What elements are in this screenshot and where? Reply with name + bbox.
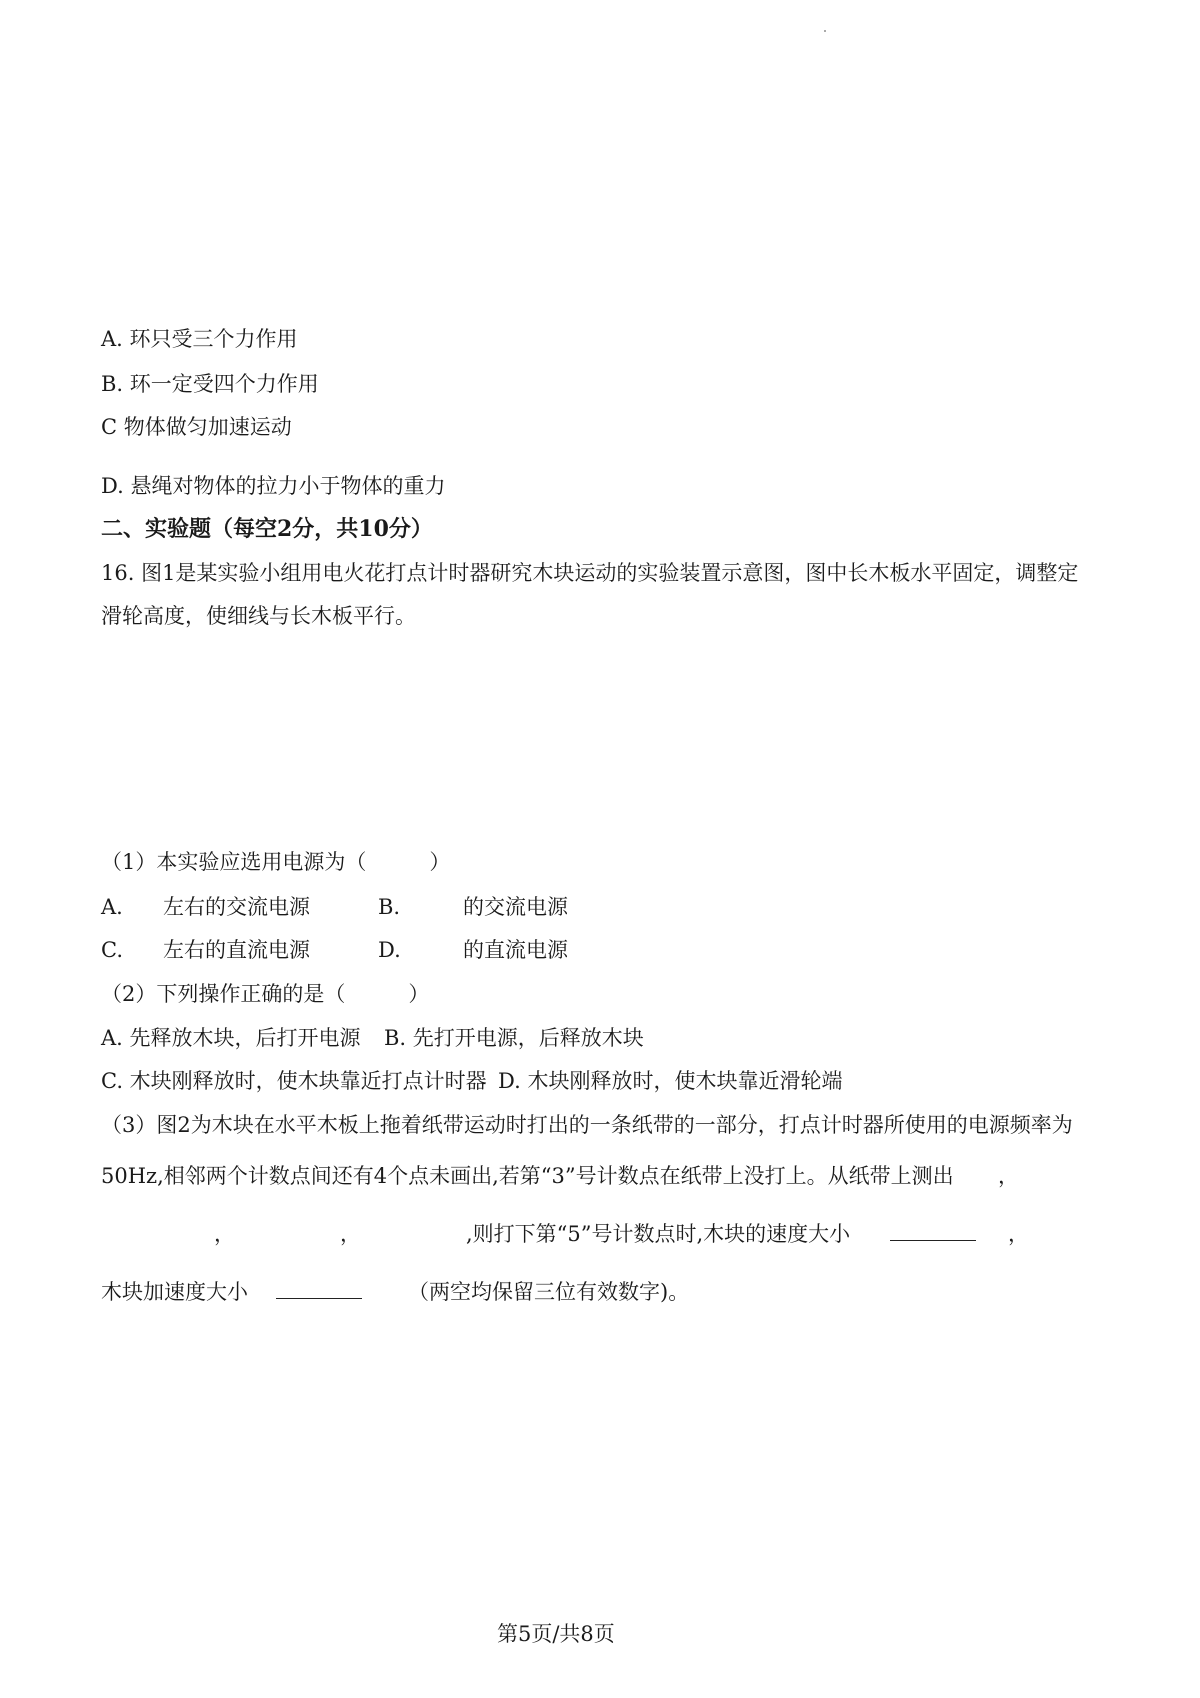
- q15-option-a: A. 环只受三个力作用: [101, 327, 298, 351]
- q16-p3-line3-comma2: ，: [340, 1222, 361, 1246]
- q16-p1-b-text: 的交流电源: [463, 895, 568, 919]
- q15-option-c: C 物体做匀加速运动: [101, 415, 292, 439]
- q16-p1-prompt: （1）本实验应选用电源为（ ）: [101, 850, 451, 874]
- q16-p3-line1: （3）图2为木块在水平木板上拖着纸带运动时打出的一条纸带的一部分，打点计时器所使用的电源频率为: [101, 1113, 1073, 1137]
- q16-p3-line3-tail: ,则打下第“5”号计数点时,木块的速度大小: [466, 1222, 851, 1246]
- q16-stem-line1: 16. 图1是某实验小组用电火花打点计时器研究木块运动的实验装置示意图，图中长木板水平固定，调整定: [101, 561, 1079, 585]
- scan-speck: [824, 30, 826, 32]
- answer-blank-acceleration[interactable]: [276, 1278, 362, 1306]
- q16-p3-line4-tail: （两空均保留三位有效数字)。: [408, 1280, 690, 1304]
- q16-p1-d-text: 的直流电源: [463, 938, 568, 962]
- q16-p1-c-text: 左右的直流电源: [163, 938, 310, 962]
- q16-p2-option-b: B. 先打开电源，后释放木块: [384, 1026, 644, 1050]
- q16-p2-option-c: C. 木块刚释放时，使木块靠近打点计时器: [101, 1069, 487, 1093]
- q16-p1-b-label: B.: [378, 895, 401, 919]
- q16-p2-prompt: （2）下列操作正确的是（ ）: [101, 982, 430, 1006]
- q15-option-b: B. 环一定受四个力作用: [101, 372, 319, 396]
- q16-p3-line3-comma3: ，: [1008, 1222, 1029, 1246]
- answer-blank-velocity[interactable]: [890, 1220, 976, 1248]
- q16-p3-line4-head: 木块加速度大小: [101, 1280, 248, 1304]
- q16-p1-c-label: C.: [101, 938, 123, 962]
- section-title: 二、实验题（每空2分，共10分）: [101, 516, 433, 542]
- q16-p2-option-a: A. 先释放木块，后打开电源: [101, 1026, 361, 1050]
- q16-p3-line2-comma: ，: [998, 1164, 1019, 1188]
- q16-p1-d-label: D.: [378, 938, 401, 962]
- q15-option-d: D. 悬绳对物体的拉力小于物体的重力: [101, 474, 446, 498]
- q16-p3-line2: 50Hz,相邻两个计数点间还有4个点未画出,若第“3”号计数点在纸带上没打上。从纸带上测出: [101, 1164, 954, 1188]
- q16-stem-line2: 滑轮高度，使细线与长木板平行。: [101, 604, 416, 628]
- q16-p3-line3-comma1: ，: [214, 1222, 235, 1246]
- q16-p1-a-label: A.: [101, 895, 123, 919]
- page-footer: 第5页/共8页: [497, 1622, 615, 1646]
- q16-p2-option-d: D. 木块刚释放时，使木块靠近滑轮端: [498, 1069, 843, 1093]
- q16-p1-a-text: 左右的交流电源: [163, 895, 310, 919]
